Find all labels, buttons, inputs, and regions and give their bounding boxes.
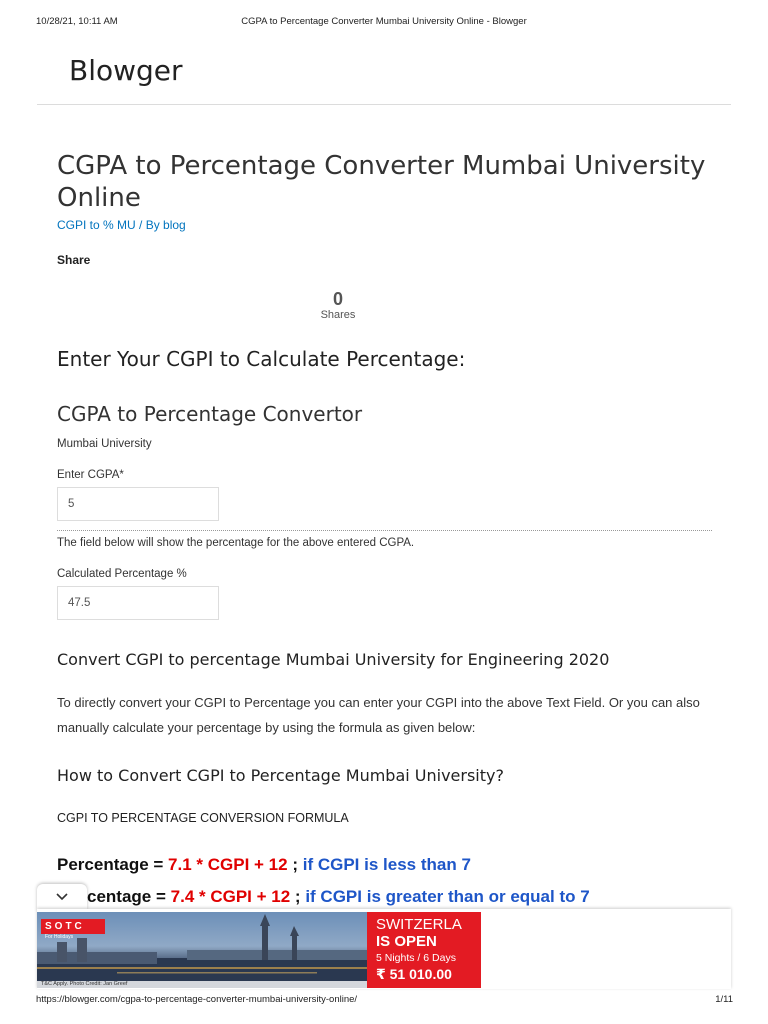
print-page-number: 1/11 bbox=[715, 994, 733, 1005]
ad-price: ₹ 51 010.00 bbox=[376, 966, 452, 982]
ad-banner[interactable] bbox=[37, 909, 731, 989]
meta-separator: / By bbox=[139, 218, 160, 232]
share-counter bbox=[298, 289, 378, 321]
mu-heading: Convert CGPI to percentage Mumbai University for Engineering 2020 bbox=[57, 650, 610, 669]
ad-credit: T&C Apply. Photo Credit: Jan Greef bbox=[37, 981, 367, 988]
ad-line-1: SWITZERLA bbox=[376, 916, 462, 933]
ad-collapse-button[interactable] bbox=[37, 884, 87, 910]
print-url: https://blowger.com/cgpa-to-percentage-converter-mumbai-university-online/ bbox=[36, 994, 358, 1005]
form-divider bbox=[57, 530, 712, 531]
percentage-output[interactable] bbox=[57, 586, 219, 620]
print-header bbox=[0, 16, 768, 30]
formula-semicolon: ; bbox=[294, 887, 301, 906]
chevron-down-icon bbox=[55, 892, 69, 902]
formula-condition: if CGPI is greater than or equal to 7 bbox=[305, 887, 590, 906]
ad-line-3: 5 Nights / 6 Days bbox=[376, 952, 456, 964]
formula-expression: 7.1 * CGPI + 12 bbox=[168, 855, 288, 874]
formula-semicolon: ; bbox=[292, 855, 298, 874]
post-header bbox=[57, 150, 717, 232]
print-datetime: 10/28/21, 10:11 AM bbox=[36, 16, 118, 27]
share-label: Share bbox=[57, 253, 91, 267]
calculator-heading: Enter Your CGPI to Calculate Percentage: bbox=[57, 347, 466, 371]
formula-expression: 7.4 * CGPI + 12 bbox=[170, 887, 291, 906]
site-title[interactable]: Blowger bbox=[69, 54, 183, 87]
field-note: The field below will show the percentage for the above entered CGPA. bbox=[57, 537, 415, 549]
form-title: CGPA to Percentage Convertor bbox=[57, 402, 363, 426]
formula-condition: if CGPI is less than 7 bbox=[302, 855, 471, 874]
ad-image bbox=[37, 912, 367, 988]
post-title: CGPA to Percentage Converter Mumbai University Online bbox=[57, 151, 706, 213]
formula-title: CGPI TO PERCENTAGE CONVERSION FORMULA bbox=[57, 811, 349, 825]
header-divider bbox=[37, 104, 731, 105]
formula-label: Percentage = bbox=[57, 855, 164, 874]
post-meta bbox=[57, 218, 717, 232]
article-paragraph: To directly convert your CGPI to Percentage you can enter your CGPI into the above Text Field. Or you can also manually calculate your percentage by using the formula as given below: bbox=[57, 695, 700, 735]
ad-brand-logo: SOTC bbox=[41, 919, 105, 934]
percentage-label: Calculated Percentage % bbox=[57, 568, 187, 580]
formula-greater-or-equal-7 bbox=[57, 886, 590, 908]
ad-brand-tagline: For Holidays bbox=[45, 934, 74, 940]
ad-line-2: IS OPEN bbox=[376, 933, 437, 950]
cgpa-label: Enter CGPA* bbox=[57, 469, 124, 481]
share-count: 0 bbox=[332, 289, 343, 309]
formula-label: centage = bbox=[87, 887, 166, 906]
print-page-title: CGPA to Percentage Converter Mumbai University Online - Blowger bbox=[241, 16, 527, 27]
ad-offer-panel[interactable] bbox=[367, 912, 481, 988]
post-category-link[interactable]: CGPI to % MU bbox=[57, 218, 136, 232]
share-count-label: Shares bbox=[320, 309, 356, 321]
cgpa-input[interactable] bbox=[57, 487, 219, 521]
how-to-heading: How to Convert CGPI to Percentage Mumbai University? bbox=[57, 766, 504, 785]
post-author-link[interactable]: blog bbox=[163, 218, 186, 232]
form-description: Mumbai University bbox=[57, 438, 152, 450]
formula-less-than-7 bbox=[57, 854, 471, 876]
